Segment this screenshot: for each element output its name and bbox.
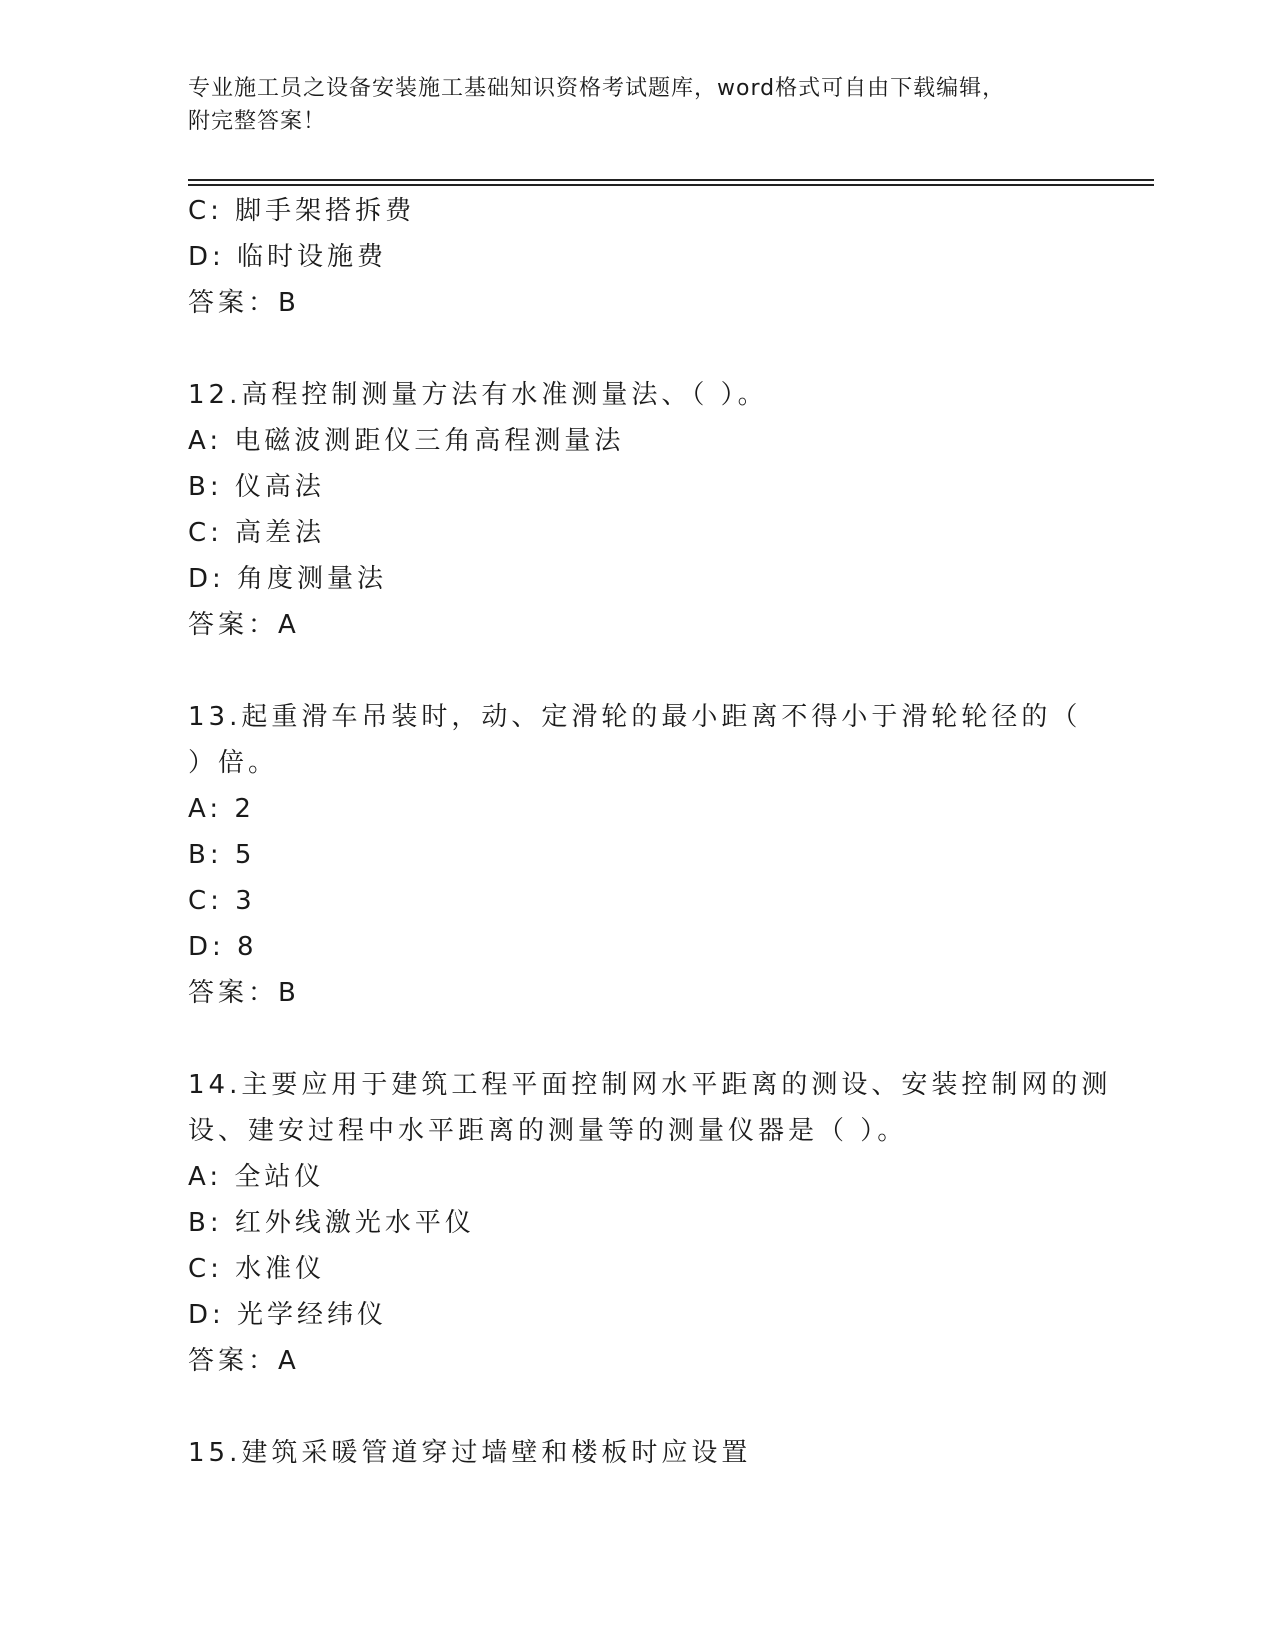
question-15 xyxy=(188,1430,1088,1476)
question-text-line-2: 设、建安过程中水平距离的测量等的测量仪器是（ ）。 xyxy=(188,1116,908,1146)
option-d: D: 临时设施费 xyxy=(188,242,388,272)
option-a: A: 2 xyxy=(188,794,255,824)
option-d: D: 8 xyxy=(188,932,258,962)
question-13 xyxy=(188,694,1088,1016)
option-c: C: 高差法 xyxy=(188,518,326,548)
answer: 答案：A xyxy=(188,610,300,640)
option-b: B: 红外线激光水平仪 xyxy=(188,1208,475,1238)
answer: 答案：B xyxy=(188,978,300,1008)
option-c: C: 水准仪 xyxy=(188,1254,326,1284)
option-c: C: 脚手架搭拆费 xyxy=(188,196,416,226)
option-a: A: 全站仪 xyxy=(188,1162,325,1192)
option-d: D: 光学经纬仪 xyxy=(188,1300,388,1330)
question-text: 15.建筑采暖管道穿过墙壁和楼板时应设置 xyxy=(188,1438,752,1468)
header-line-1: 专业施工员之设备安装施工基础知识资格考试题库，word格式可自由下载编辑， xyxy=(188,76,1006,101)
answer: 答案：B xyxy=(188,288,300,318)
page-header xyxy=(188,72,1088,138)
spacer xyxy=(188,648,1088,694)
question-text-line-1: 13.起重滑车吊装时，动、定滑轮的最小距离不得小于滑轮轮径的（ xyxy=(188,702,1082,732)
spacer xyxy=(188,326,1088,372)
answer: 答案：A xyxy=(188,1346,300,1376)
option-d: D: 角度测量法 xyxy=(188,564,388,594)
header-divider-bottom xyxy=(188,184,1154,186)
option-b: B: 仪高法 xyxy=(188,472,325,502)
question-text: 12.高程控制测量方法有水准测量法、（ ）。 xyxy=(188,380,768,410)
header-line-2: 附完整答案！ xyxy=(188,109,327,134)
spacer xyxy=(188,1384,1088,1430)
question-list xyxy=(188,188,1112,1476)
option-b: B: 5 xyxy=(188,840,256,870)
question-11 xyxy=(188,188,1088,326)
option-c: C: 3 xyxy=(188,886,256,916)
question-text-line-2: ）倍。 xyxy=(188,748,279,778)
question-12 xyxy=(188,372,1088,648)
spacer xyxy=(188,1016,1088,1062)
question-14 xyxy=(188,1062,1112,1384)
question-text-line-1: 14.主要应用于建筑工程平面控制网水平距离的测设、安装控制网的测 xyxy=(188,1070,1112,1100)
header-divider-top xyxy=(188,179,1154,181)
option-a: A: 电磁波测距仪三角高程测量法 xyxy=(188,426,625,456)
